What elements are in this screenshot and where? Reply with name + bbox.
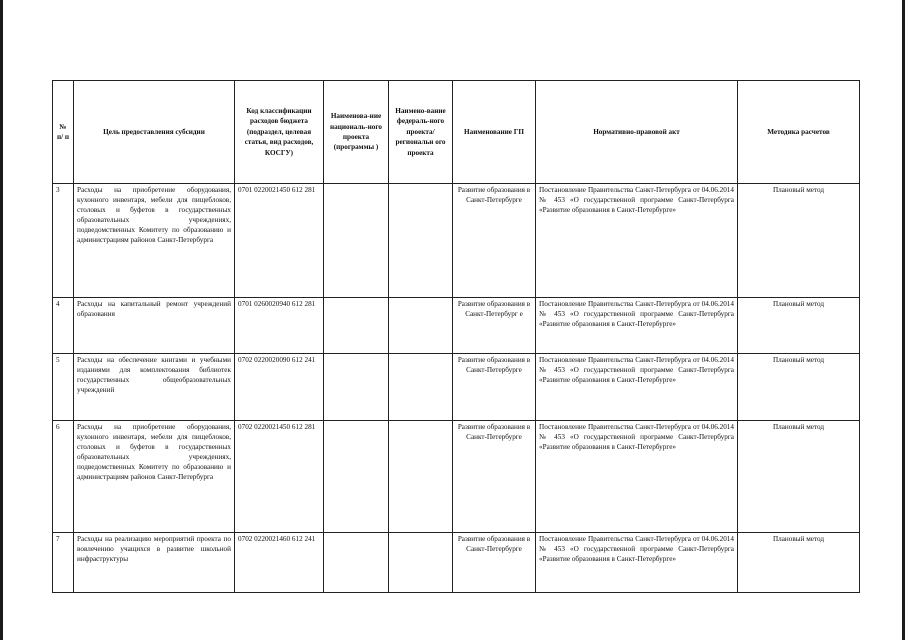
row-federal-project	[389, 533, 453, 593]
row-purpose: Расходы на реализацию мероприятий проекта по вовлечению учащихся в развитие школьной инфраструктуры	[74, 533, 235, 593]
header-purpose: Цель предоставления субсидии	[74, 81, 235, 184]
row-method: Плановый метод	[738, 184, 860, 298]
row-num: 5	[53, 354, 74, 421]
row-method: Плановый метод	[738, 421, 860, 533]
row-gp: Развитие образования в Санкт-Петербурге	[453, 421, 536, 533]
table-row	[53, 354, 860, 421]
row-federal-project	[389, 354, 453, 421]
scan-edge-left	[0, 0, 3, 640]
row-national-project	[324, 421, 389, 533]
row-code: 0702 0220021450 612 281	[235, 421, 324, 533]
row-legal-act: Постановление Правительства Санкт-Петербурга от 04.06.2014 № 453 «О государственной программе Санкт-Петербурга «Развитие образования в Санкт-Петербурге»	[536, 184, 738, 298]
header-code: Код классификации расходов бюджета (подраздел, целевая статья, вид расходов, КОСГУ)	[235, 81, 324, 184]
row-gp: Развитие образования в Санкт-Петербурге	[453, 533, 536, 593]
row-national-project	[324, 298, 389, 354]
table-row	[53, 184, 860, 298]
row-purpose: Расходы на приобретение оборудования, кухонного инвентаря, мебели для пищеблоков, столовых и буфетов в государственных образовательных учреждениях, подведомственных Комитету по образованию и администрациям районов Санкт-Петербурга	[74, 184, 235, 298]
row-gp: Развитие образования в Санкт-Петербург е	[453, 298, 536, 354]
row-method: Плановый метод	[738, 298, 860, 354]
row-method: Плановый метод	[738, 533, 860, 593]
header-legal-act: Нормативно-правовой акт	[536, 81, 738, 184]
row-method: Плановый метод	[738, 354, 860, 421]
row-gp: Развитие образования в Санкт-Петербурге	[453, 354, 536, 421]
header-num: № п/ п	[53, 81, 74, 184]
row-federal-project	[389, 298, 453, 354]
header-gp: Наименование ГП	[453, 81, 536, 184]
row-gp: Развитие образования в Санкт-Петербурге	[453, 184, 536, 298]
row-national-project	[324, 184, 389, 298]
row-legal-act: Постановление Правительства Санкт-Петербурга от 04.06.2014 № 453 «О государственной программе Санкт-Петербурга «Развитие образования в Санкт-Петербурге»	[536, 533, 738, 593]
table-row	[53, 421, 860, 533]
row-code: 0701 0260020940 612 281	[235, 298, 324, 354]
row-code: 0702 0220020090 612 241	[235, 354, 324, 421]
row-national-project	[324, 354, 389, 421]
row-purpose: Расходы на обеспечение книгами и учебными изданиями для комплектования библиотек государственных общеобразовательных учреждений	[74, 354, 235, 421]
row-num: 6	[53, 421, 74, 533]
row-legal-act: Постановление Правительства Санкт-Петербурга от 04.06.2014 № 453 «О государственной программе Санкт-Петербурга «Развитие образования в Санкт-Петербурге»	[536, 421, 738, 533]
row-legal-act: Постановление Правительства Санкт-Петербурга от 04.06.2014 № 453 «О государственной программе Санкт-Петербурга «Развитие образования в Санкт-Петербурге»	[536, 354, 738, 421]
row-num: 3	[53, 184, 74, 298]
row-num: 7	[53, 533, 74, 593]
header-method: Методика расчетов	[738, 81, 860, 184]
row-national-project	[324, 533, 389, 593]
table-row	[53, 533, 860, 593]
header-federal-project: Наимено-вание федераль-ного проекта/ региональн ого проекта	[389, 81, 453, 184]
row-federal-project	[389, 184, 453, 298]
subsidy-table	[52, 80, 860, 593]
row-federal-project	[389, 421, 453, 533]
row-legal-act: Постановление Правительства Санкт-Петербурга от 04.06.2014 № 453 «О государственной программе Санкт-Петербурга «Развитие образования в Санкт-Петербурге»	[536, 298, 738, 354]
row-purpose: Расходы на капитальный ремонт учреждений образования	[74, 298, 235, 354]
table-row	[53, 298, 860, 354]
row-num: 4	[53, 298, 74, 354]
row-code: 0701 0220021450 612 281	[235, 184, 324, 298]
header-national-project: Наименова-ние националь-ного проекта (программы )	[324, 81, 389, 184]
row-purpose: Расходы на приобретение оборудования, кухонного инвентаря, мебели для пищеблоков, столовых и буфетов в государственных образовательных учреждениях, подведомственных Комитету по образованию и администрациям районов Санкт-Петербурга	[74, 421, 235, 533]
row-code: 0702 0220021460 612 241	[235, 533, 324, 593]
header-row	[53, 81, 860, 184]
